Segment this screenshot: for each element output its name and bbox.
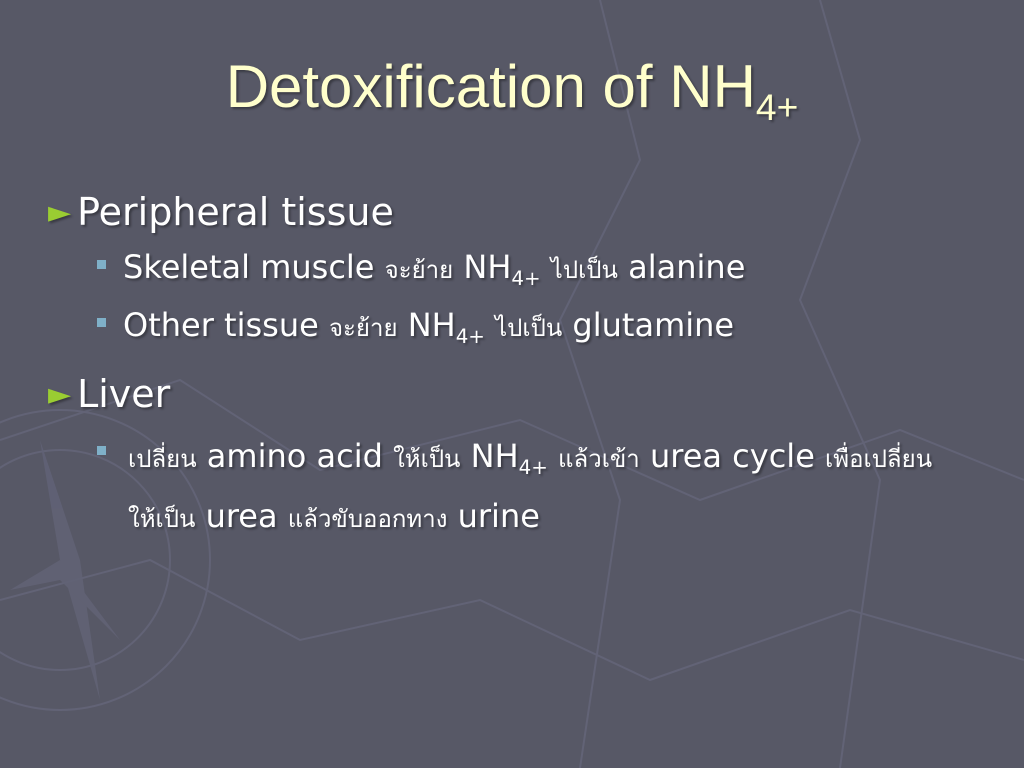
thai-text: จะย้าย: [384, 256, 454, 284]
term-en: urea cycle: [649, 437, 815, 475]
chem-formula: [463, 248, 541, 290]
square-bullet-icon: [97, 260, 106, 269]
slide-title: [0, 52, 1024, 129]
slide-title-subscript: 4+: [755, 86, 799, 129]
square-bullet-icon: [97, 446, 106, 455]
term-en: urine: [457, 496, 540, 535]
sub-bullet-other-tissue: [97, 306, 734, 348]
sub-bullet-skeletal-muscle: [97, 248, 745, 290]
triangle-bullet-icon: ►: [48, 195, 72, 230]
chem-formula: [470, 437, 548, 479]
term-en: alanine: [628, 248, 746, 286]
thai-text: ให้เป็น: [393, 445, 461, 473]
chem-main: NH: [463, 248, 512, 286]
thai-text: จะย้าย: [328, 314, 398, 342]
chem-subscript: 4+: [518, 455, 548, 479]
triangle-bullet-icon: ►: [48, 377, 72, 412]
chem-main: NH: [407, 306, 456, 344]
slide-title-text: Detoxification of NH: [225, 53, 756, 120]
chem-formula: [407, 306, 485, 348]
bullet-peripheral-tissue: [48, 190, 394, 234]
term-en: Skeletal muscle: [123, 248, 375, 286]
thai-text: ไปเป็น: [495, 314, 563, 342]
thai-text: ไปเป็น: [550, 256, 618, 284]
term-en: urea: [205, 496, 278, 535]
term-en: amino acid: [206, 437, 383, 475]
chem-subscript: 4+: [511, 266, 541, 290]
term-en: Other tissue: [123, 306, 319, 344]
bullet-label: Liver: [77, 372, 171, 416]
thai-text: แล้วขับออกทาง: [287, 504, 448, 533]
bullet-label: Peripheral tissue: [77, 190, 394, 234]
thai-text: เปลี่ยน: [128, 445, 197, 473]
sub-bullet-liver-process: [128, 432, 988, 543]
bullet-liver: [48, 372, 170, 416]
thai-text: ให้เป็น: [128, 504, 196, 533]
thai-text: เพื่อเปลี่ยน: [825, 445, 933, 473]
chem-main: NH: [470, 437, 519, 475]
term-en: glutamine: [572, 306, 735, 344]
thai-text: แล้วเข้า: [558, 445, 640, 473]
square-bullet-icon: [97, 318, 106, 327]
chem-subscript: 4+: [455, 324, 485, 348]
